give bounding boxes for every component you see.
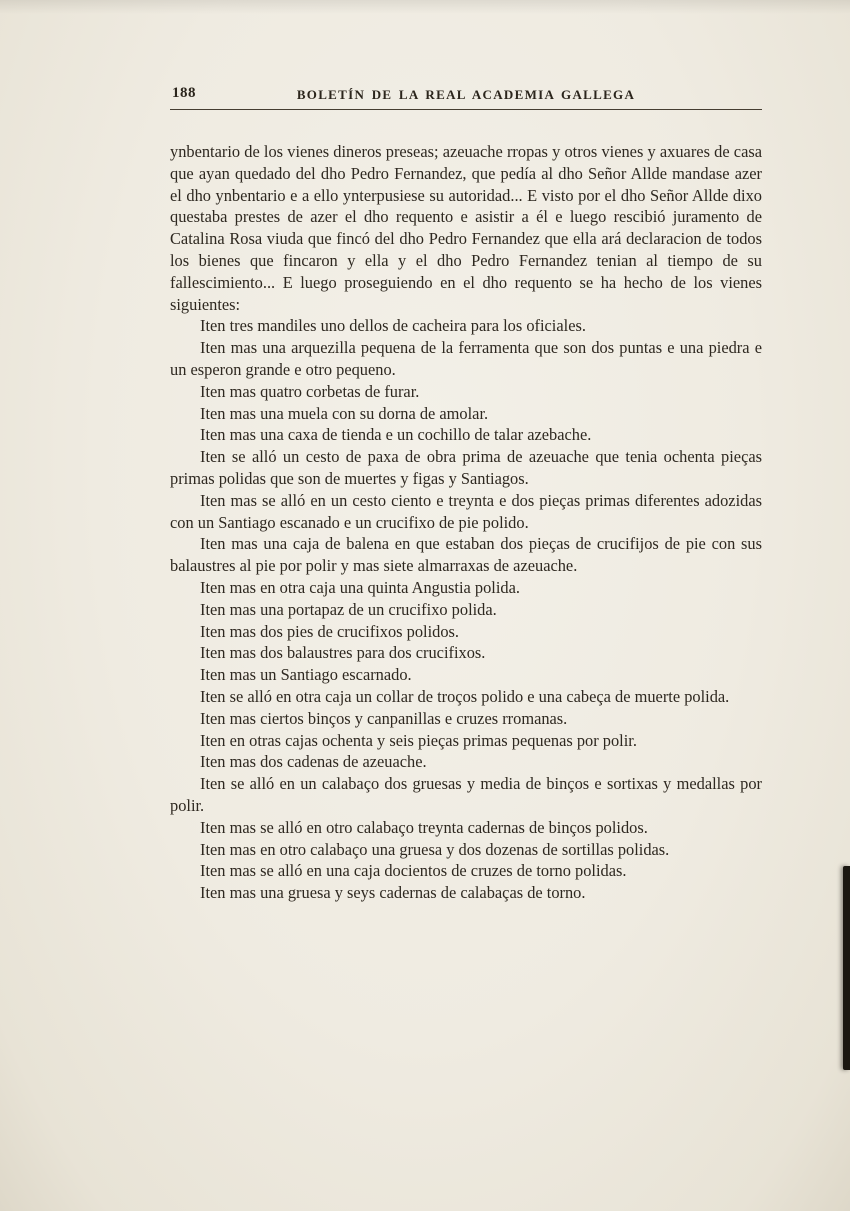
paragraph: Iten mas una caxa de tienda e un cochillo de talar azebache. bbox=[200, 425, 592, 445]
scan-top-shade bbox=[0, 0, 850, 14]
paragraph: Iten se alló en un calabaço dos gruesas y media de binços e sortixas y medallas por polir. bbox=[170, 774, 762, 815]
document-body bbox=[170, 141, 762, 904]
paragraph: Iten en otras cajas ochenta y seis pieças primas pequenas por polir. bbox=[200, 730, 637, 750]
header-title: BOLETÍN DE LA REAL ACADEMIA GALLEGA bbox=[296, 87, 636, 102]
paragraph: Iten mas ciertos binços y canpanillas e cruzes rromanas. bbox=[200, 708, 568, 728]
paragraph: Iten mas se alló en un cesto ciento e treynta e dos pieças primas diferentes adozidas con un Santiago escanado e un crucifixo de pie polido. bbox=[170, 490, 762, 532]
paragraph: Iten mas se alló en una caja docientos de cruzes de torno polidas. bbox=[200, 861, 627, 881]
paragraph: Iten mas dos cadenas de azeuache. bbox=[200, 752, 427, 772]
scan-artifact-strip bbox=[843, 866, 850, 1070]
running-head bbox=[170, 84, 762, 104]
paragraph: Iten mas dos pies de crucifixos polidos. bbox=[200, 621, 460, 641]
paragraph: Iten se alló en otra caja un collar de troços polido e una cabeça de muerte polida. bbox=[200, 686, 730, 706]
paragraph: Iten mas quatro corbetas de furar. bbox=[200, 381, 420, 401]
paragraph: Iten tres mandiles uno dellos de cacheira para los oficiales. bbox=[200, 316, 586, 336]
paragraph: Iten mas dos balaustres para dos crucifixos. bbox=[200, 643, 486, 663]
paragraph: ynbentario de los vienes dineros preseas; azeuache rropas y otros vienes y axuares de casa que ayan quedado del dho Pedro Fernandez, que pedía al dho Señor Allde mandase azer el dho ynbentario e a ello ynterpusiese su autoridad... E visto por el dho Señor Allde dixo questaba prestes de azer el dho requento e asistir a él e luego rescibió juramento de Catalina Rosa viuda que fincó del dho Pedro Fernandez que ella ará declaracion de todos los bienes que fincaron y ella y el dho Pedro Fernandez tenian al tiempo de su fallescimiento... E luego proseguiendo en el dho requento se ha hecho de los vienes siguientes: bbox=[170, 142, 762, 314]
paragraph: Iten mas en otra caja una quinta Angustia polida. bbox=[200, 577, 520, 597]
paragraph: Iten mas una portapaz de un crucifixo polida. bbox=[200, 599, 497, 619]
paragraph: Iten mas una muela con su dorna de amolar. bbox=[200, 403, 489, 423]
page-number: 188 bbox=[172, 85, 196, 101]
paragraph: Iten se alló un cesto de paxa de obra prima de azeuache que tenia ochenta pieças primas polidas que son de muertes y figas y Santiagos. bbox=[170, 447, 762, 488]
text-block bbox=[170, 84, 762, 904]
paragraph: Iten mas una gruesa y seys cadernas de calabaças de torno. bbox=[200, 883, 586, 903]
paragraph: Iten mas una arquezilla pequena de la ferramenta que son dos puntas e una piedra e un esperon grande e otro pequeno. bbox=[170, 338, 762, 379]
paragraph: Iten mas una caja de balena en que estaban dos pieças de crucifijos de pie con sus balaustres al pie por polir y mas siete almarraxas de azeuache. bbox=[170, 534, 762, 576]
header-rule bbox=[170, 109, 762, 110]
paragraph: Iten mas se alló en otro calabaço treynta cadernas de binços polidos. bbox=[200, 817, 648, 837]
paragraph: Iten mas en otro calabaço una gruesa y dos dozenas de sortillas polidas. bbox=[200, 839, 670, 859]
paragraph: Iten mas un Santiago escarnado. bbox=[200, 665, 412, 685]
